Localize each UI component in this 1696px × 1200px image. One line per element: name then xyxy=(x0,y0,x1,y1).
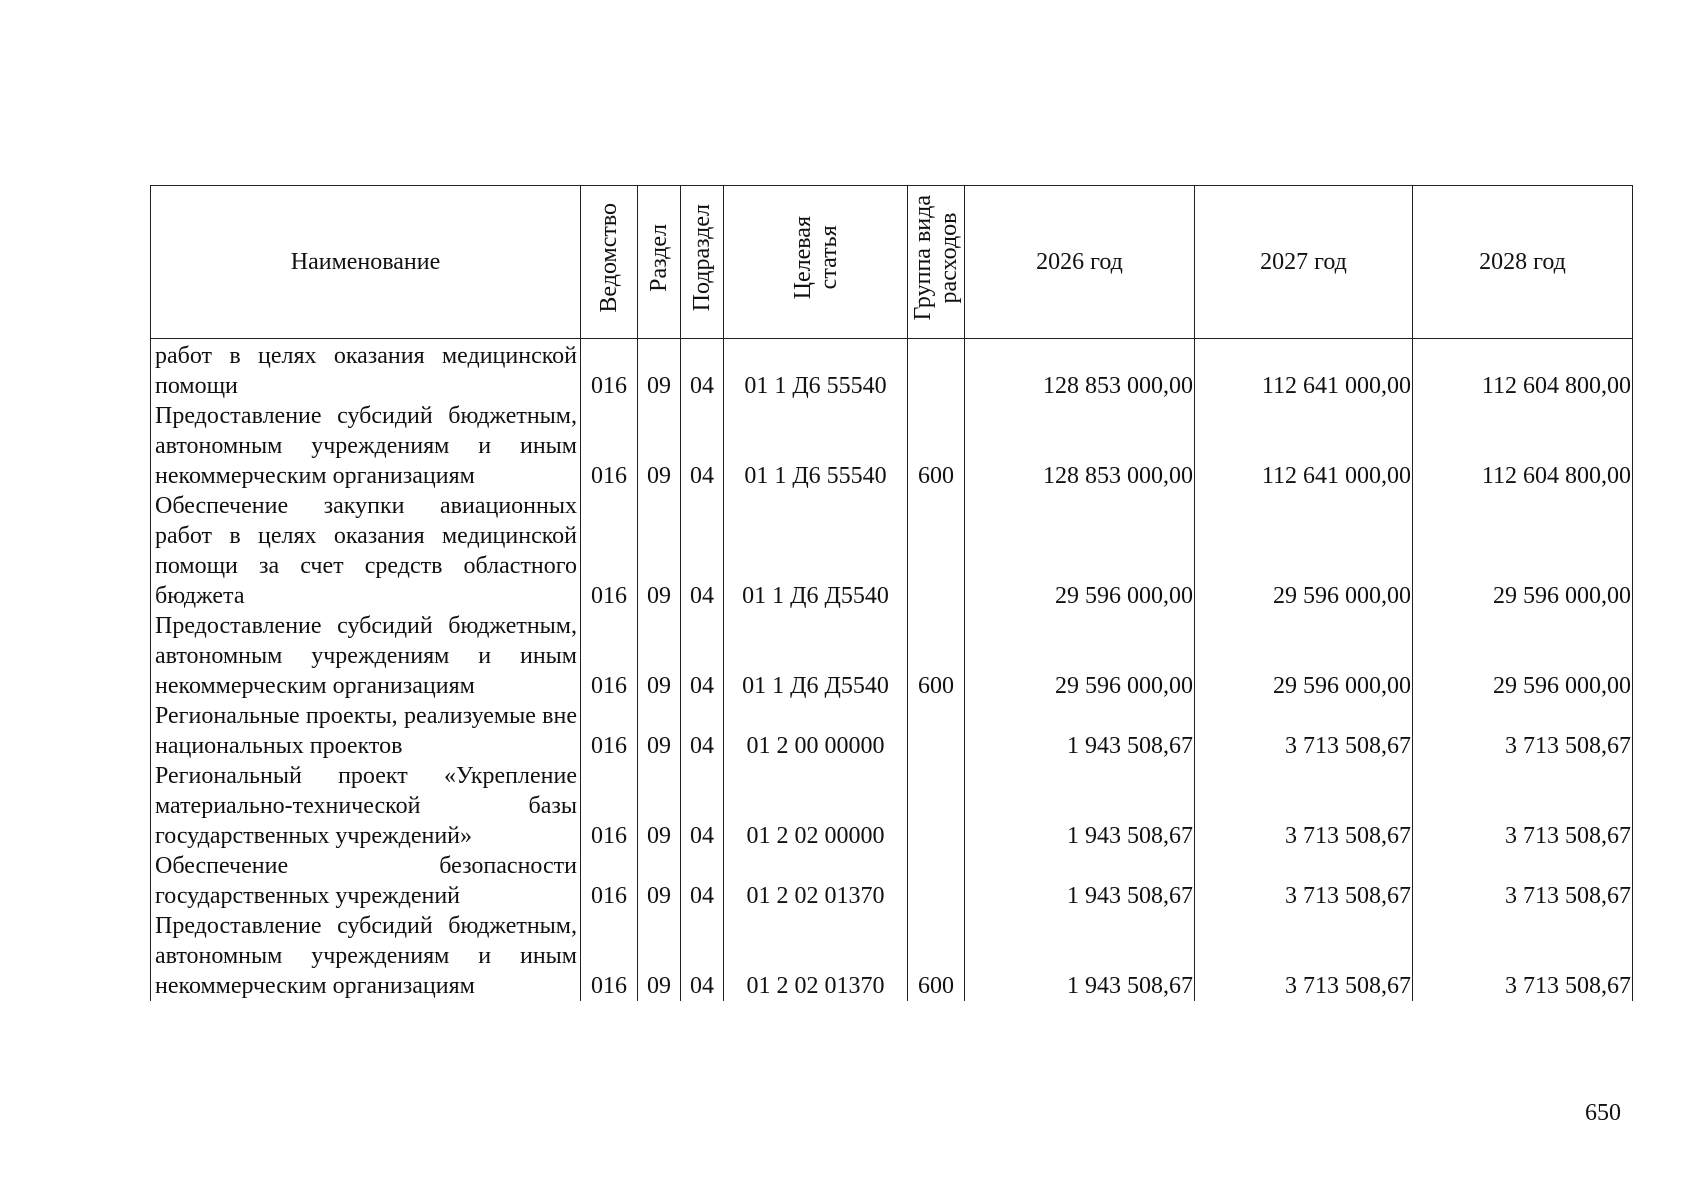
row-section: 09 xyxy=(638,339,681,402)
table-row xyxy=(151,339,1633,402)
row-name: Предоставление субсидий бюджетным, автономным учреждениям и иным некоммерческим организациям xyxy=(151,611,581,701)
row-subsection: 04 xyxy=(681,701,724,761)
row-department: 016 xyxy=(581,401,638,491)
row-amount-2027: 3 713 508,67 xyxy=(1195,911,1413,1001)
row-amount-2027: 112 641 000,00 xyxy=(1195,339,1413,402)
row-name: Обеспечение безопасности государственных учреждений xyxy=(151,851,581,911)
row-amount-2026: 1 943 508,67 xyxy=(965,851,1195,911)
row-amount-2027: 112 641 000,00 xyxy=(1195,401,1413,491)
row-expense-group xyxy=(908,491,965,611)
row-expense-group: 600 xyxy=(908,611,965,701)
row-section: 09 xyxy=(638,761,681,851)
header-year-2028: 2028 год xyxy=(1413,186,1633,339)
row-amount-2027: 3 713 508,67 xyxy=(1195,701,1413,761)
row-subsection: 04 xyxy=(681,611,724,701)
row-subsection: 04 xyxy=(681,491,724,611)
table-row xyxy=(151,761,1633,851)
table-row xyxy=(151,701,1633,761)
row-section: 09 xyxy=(638,491,681,611)
row-target-article: 01 2 02 00000 xyxy=(724,761,908,851)
header-department: Ведомство xyxy=(581,186,638,339)
row-amount-2028: 112 604 800,00 xyxy=(1413,339,1633,402)
header-name: Наименование xyxy=(151,186,581,339)
row-amount-2028: 29 596 000,00 xyxy=(1413,611,1633,701)
row-amount-2027: 3 713 508,67 xyxy=(1195,761,1413,851)
row-amount-2028: 112 604 800,00 xyxy=(1413,401,1633,491)
row-subsection: 04 xyxy=(681,339,724,402)
header-target-article: Целевая статья xyxy=(724,186,908,339)
row-section: 09 xyxy=(638,611,681,701)
header-expense-group: Группа вида расходов xyxy=(908,186,965,339)
table-row xyxy=(151,611,1633,701)
table-row xyxy=(151,911,1633,1001)
row-name: работ в целях оказания медицинской помощи xyxy=(151,339,581,402)
row-target-article: 01 2 02 01370 xyxy=(724,911,908,1001)
row-expense-group xyxy=(908,701,965,761)
row-department: 016 xyxy=(581,339,638,402)
row-target-article: 01 1 Д6 Д5540 xyxy=(724,611,908,701)
row-section: 09 xyxy=(638,911,681,1001)
row-name: Предоставление субсидий бюджетным, автономным учреждениям и иным некоммерческим организациям xyxy=(151,401,581,491)
row-amount-2026: 29 596 000,00 xyxy=(965,611,1195,701)
row-amount-2026: 128 853 000,00 xyxy=(965,339,1195,402)
row-department: 016 xyxy=(581,611,638,701)
row-expense-group xyxy=(908,851,965,911)
row-amount-2028: 29 596 000,00 xyxy=(1413,491,1633,611)
row-name: Обеспечение закупки авиационных работ в целях оказания медицинской помощи за счет средств областного бюджета xyxy=(151,491,581,611)
row-subsection: 04 xyxy=(681,401,724,491)
row-expense-group: 600 xyxy=(908,911,965,1001)
row-department: 016 xyxy=(581,701,638,761)
row-subsection: 04 xyxy=(681,851,724,911)
row-target-article: 01 1 Д6 55540 xyxy=(724,339,908,402)
row-amount-2028: 3 713 508,67 xyxy=(1413,761,1633,851)
row-subsection: 04 xyxy=(681,761,724,851)
row-section: 09 xyxy=(638,401,681,491)
row-amount-2028: 3 713 508,67 xyxy=(1413,911,1633,1001)
header-subsection: Подраздел xyxy=(681,186,724,339)
table-body xyxy=(151,339,1633,1002)
row-department: 016 xyxy=(581,851,638,911)
page-number: 650 xyxy=(1585,1100,1621,1126)
row-expense-group xyxy=(908,761,965,851)
row-amount-2027: 29 596 000,00 xyxy=(1195,491,1413,611)
row-amount-2027: 29 596 000,00 xyxy=(1195,611,1413,701)
table-row xyxy=(151,851,1633,911)
row-department: 016 xyxy=(581,491,638,611)
row-expense-group xyxy=(908,339,965,402)
row-target-article: 01 2 00 00000 xyxy=(724,701,908,761)
row-section: 09 xyxy=(638,701,681,761)
header-year-2027: 2027 год xyxy=(1195,186,1413,339)
row-amount-2026: 128 853 000,00 xyxy=(965,401,1195,491)
row-amount-2028: 3 713 508,67 xyxy=(1413,701,1633,761)
row-amount-2028: 3 713 508,67 xyxy=(1413,851,1633,911)
header-year-2026: 2026 год xyxy=(965,186,1195,339)
row-amount-2026: 1 943 508,67 xyxy=(965,911,1195,1001)
budget-table xyxy=(150,185,1633,1001)
table-header-row xyxy=(151,186,1633,339)
row-amount-2026: 1 943 508,67 xyxy=(965,761,1195,851)
row-amount-2026: 1 943 508,67 xyxy=(965,701,1195,761)
row-name: Предоставление субсидий бюджетным, автономным учреждениям и иным некоммерческим организациям xyxy=(151,911,581,1001)
row-department: 016 xyxy=(581,911,638,1001)
row-section: 09 xyxy=(638,851,681,911)
row-target-article: 01 2 02 01370 xyxy=(724,851,908,911)
table-row xyxy=(151,491,1633,611)
table-row xyxy=(151,401,1633,491)
row-name: Региональные проекты, реализуемые вне национальных проектов xyxy=(151,701,581,761)
row-target-article: 01 1 Д6 55540 xyxy=(724,401,908,491)
row-department: 016 xyxy=(581,761,638,851)
row-target-article: 01 1 Д6 Д5540 xyxy=(724,491,908,611)
header-section: Раздел xyxy=(638,186,681,339)
row-name: Региональный проект «Укрепление материально-технической базы государственных учреждений» xyxy=(151,761,581,851)
row-expense-group: 600 xyxy=(908,401,965,491)
row-subsection: 04 xyxy=(681,911,724,1001)
row-amount-2026: 29 596 000,00 xyxy=(965,491,1195,611)
row-amount-2027: 3 713 508,67 xyxy=(1195,851,1413,911)
